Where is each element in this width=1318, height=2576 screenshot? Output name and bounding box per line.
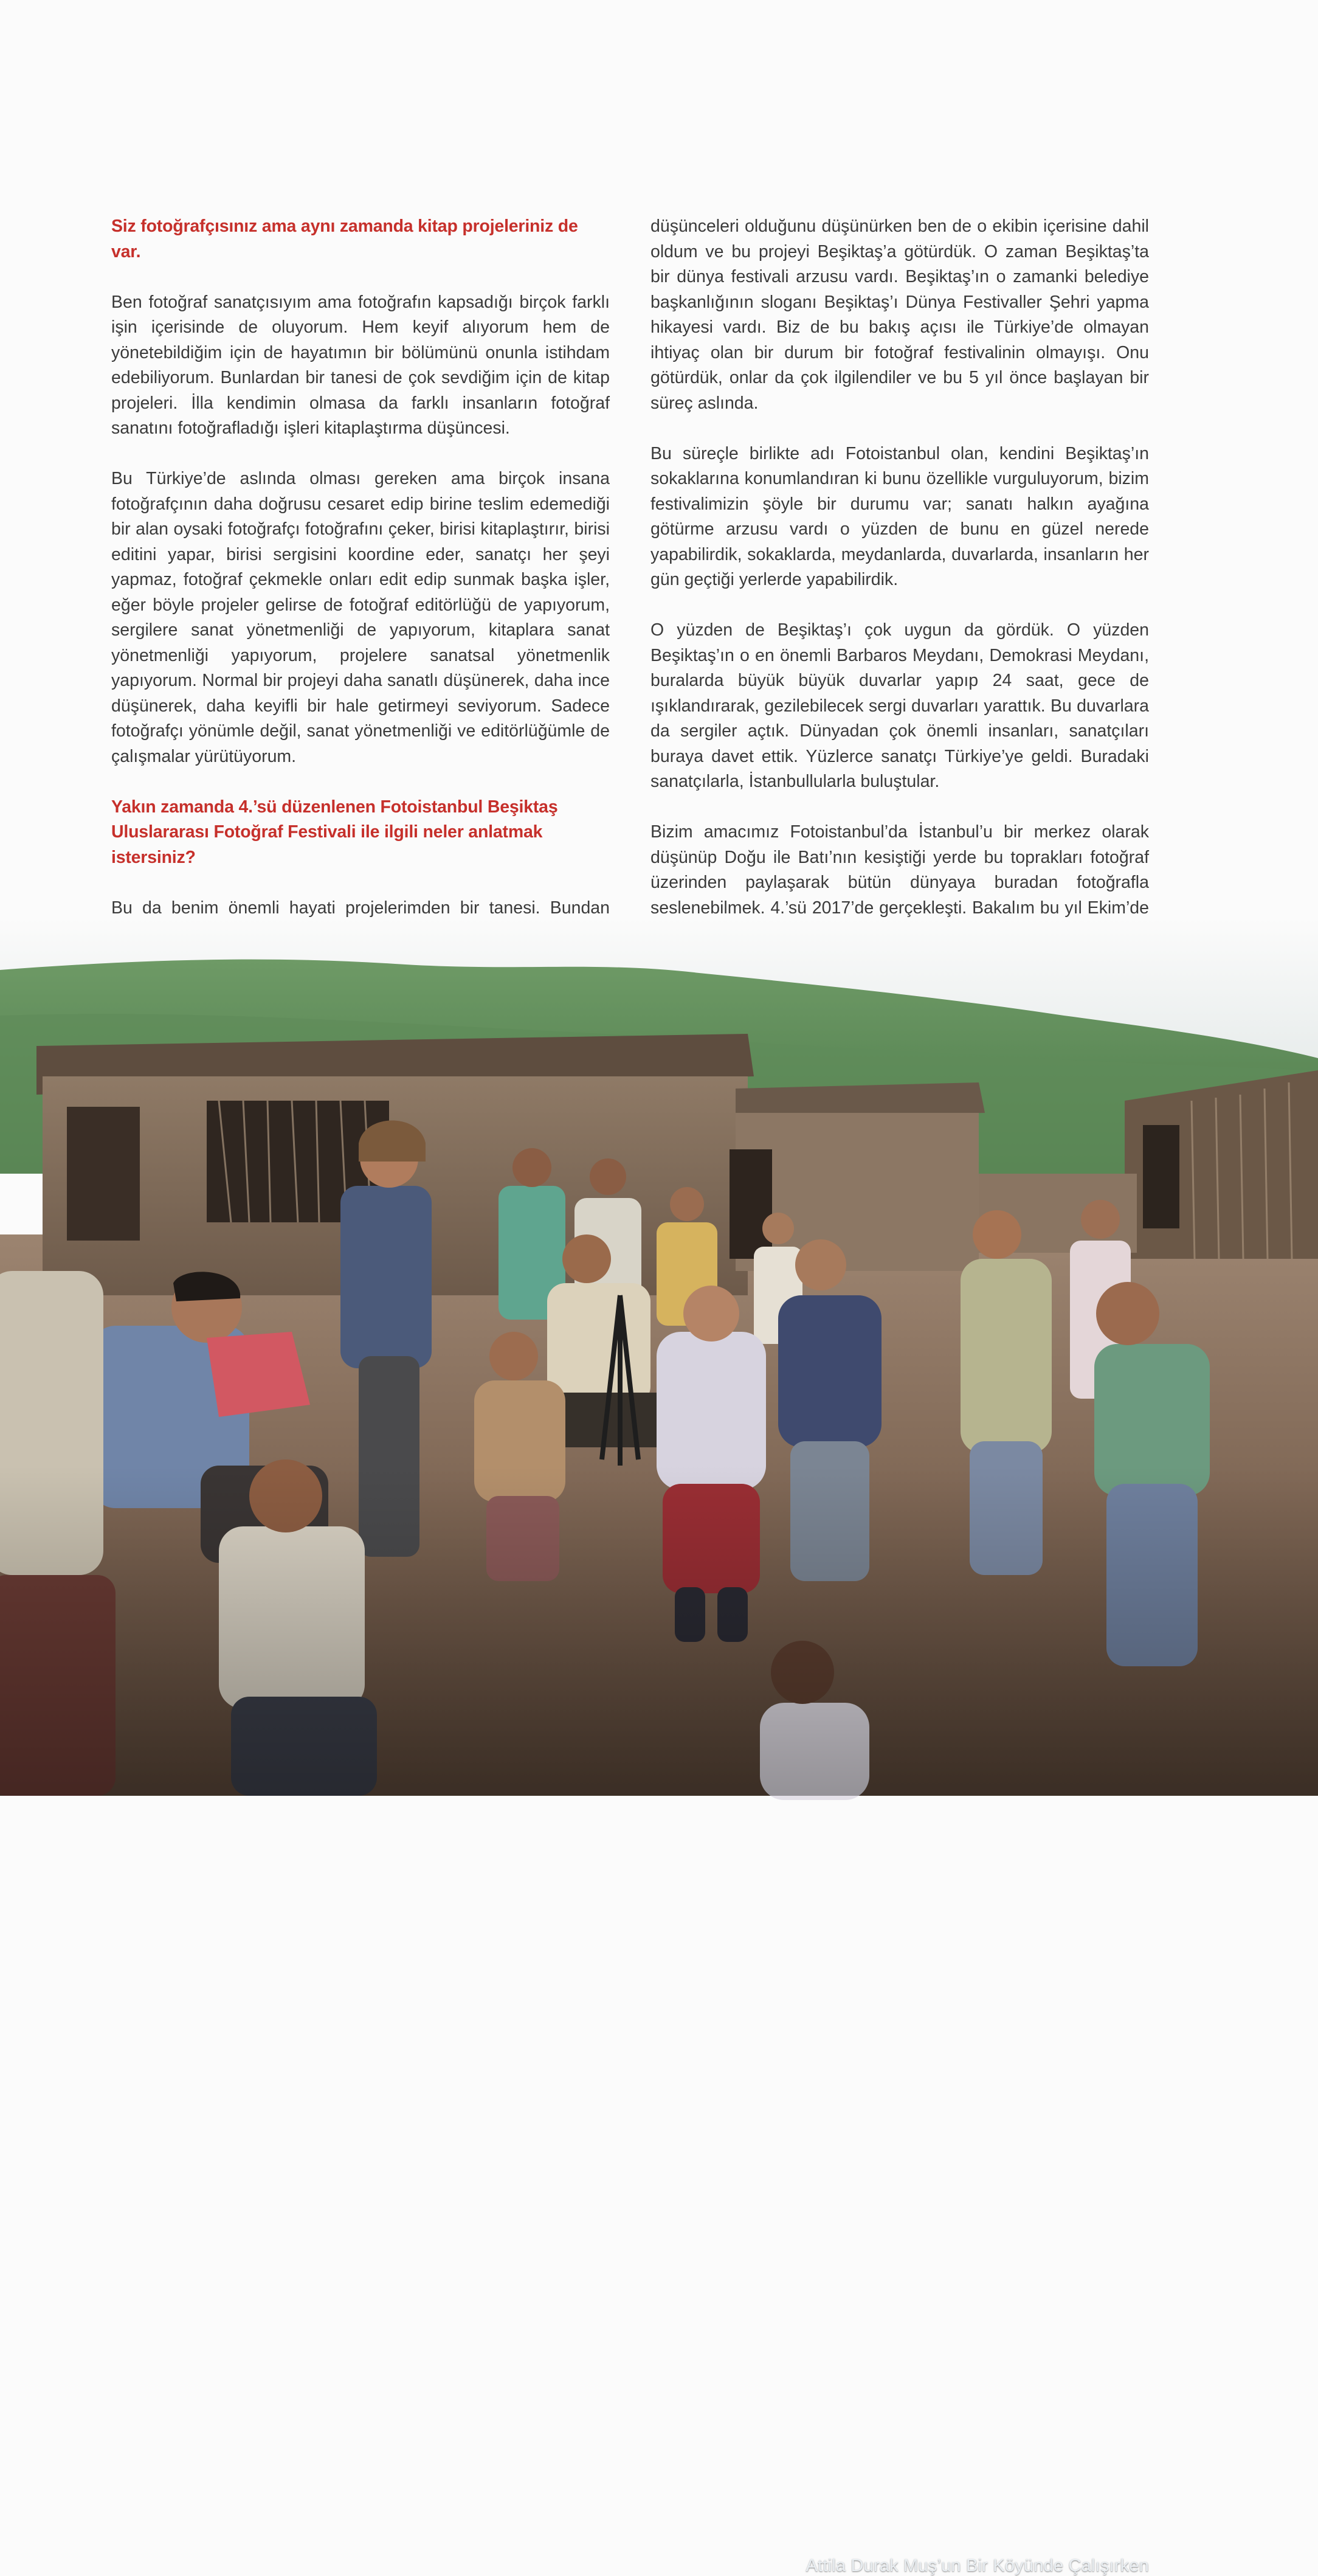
answer-paragraph: Bizim amacımız Fotoistanbul’da İstanbul’u bir merkez olarak düşünüp Doğu ile Batı’nın kesiştiği yerde bu toprakları fotoğraf üzerinden paylaşarak bütün dünyaya buradan fotoğrafla seslenebilmek. 4.’sü 2017’de gerçekleşti. Bakalım bu yıl Ekim’de (650, 822, 1149, 918)
left-text-column (111, 214, 610, 971)
photo-caption: Attila Durak Muş’un Bir Köyünde Çalışırken (806, 2556, 1149, 2575)
answer-paragraph: O yüzden de Beşiktaş’ı çok uygun da gördük. O yüzden Beşiktaş’ın o en önemli Barbaros Meydanı, Demokrasi Meydanı, buralarda büyük büyük duvarlar yapıp 24 saat, gece de ışıklandırarak, gezilebilecek sergi duvarları yarattık. Bu duvarlara da sergiler açtık. Dünyadan çok önemli insanları, sanatçıları buraya davet ettik. Yüzlerce sanatçı Türkiye’ye geldi. Buradaki sanatçılarla, İstanbullularla buluştular. (650, 620, 1149, 791)
right-text-column (650, 214, 1149, 971)
village-scene-illustration (0, 918, 1318, 1796)
answer-paragraph: düşünceleri olduğunu düşünürken ben de o ekibin içerisine dahil oldum ve bu projeyi Beşiktaş’a götürdük. O zaman Beşiktaş’ta bir dünya festivali arzusu vardı. Beşiktaş’ın o zamanki belediye başkanlığının sloganı Beşiktaş’ı Dünya Festivaller Şehri yapma hikayesi vardı. Biz de bu bakış açısı ile Türkiye’de olmayan ihtiyaç olan bir durum bir fotoğraf festivalinin olmayışı. Onu götürdük, onlar da çok ilgilendiler ve bu 5 yıl önce başlayan bir süreç aslında. (650, 216, 1149, 413)
village-photo (0, 918, 1318, 2575)
answer-paragraph: Bu süreçle birlikte adı Fotoistanbul olan, kendini Beşiktaş’ın sokaklarına konumlandıran ki bunu özellikle vurguluyorum, bizim festivalimizin şöyle bir durumu var; sanatı halkın ayağına götürme arzusu vardı o yüzden de bunu en güzel nerede yapabilirdik, sokaklarda, meydanlarda, duvarlarda, insanların her gün geçtiği yerlerde yapabilirdik. (650, 443, 1149, 589)
answer-paragraph: Ben fotoğraf sanatçısıyım ama fotoğrafın kapsadığı birçok farklı işin içerisinde de oluyorum. Hem keyif alıyorum hem de yönetebildiğim için de hayatımın bir bölümünü onunla istihdam edebiliyorum. Bunlardan bir tanesi de çok sevdiğim için de kitap projeleri. İlla kendimin olmasa da farklı insanların fotoğraf sanatını fotoğrafladığı işleri kitaplaştırma düşüncesi. (111, 292, 610, 438)
interview-question-2: Yakın zamanda 4.’sü düzenlenen Fotoistanbul Beşiktaş Uluslararası Fotoğraf Festivali ile ilgili neler anlatmak istersiniz? (111, 797, 558, 867)
answer-paragraph: Bu da benim önemli hayati projelerimden bir tanesi. Bundan (111, 898, 610, 918)
interview-question-1: Siz fotoğrafçısınız ama aynı zamanda kitap projeleriniz de var. (111, 216, 578, 261)
answer-paragraph: Bu Türkiye’de aslında olması gereken ama birçok insana fotoğrafçının daha doğrusu cesaret edip birine teslim edemediği bir alan oysaki fotoğrafçı fotoğrafını çeker, birisi kitaplaştırır, birisi editini yapar, birisi sergisini koordine eder, sanatçı her şeyi yapmaz, fotoğraf çekmekle onları edit edip sunmak başka işler, eğer böyle projeler gelirse de fotoğraf editörlüğü de yapıyorum, sergilere sanat yönetmenliği de yapıyorum, kitaplara sanat yönetmenliği yapıyorum, projelere sanatsal yönetmenlik yapıyorum. Normal bir projeyi daha sanatlı düşünerek, daha ince düşünerek, daha keyifli bir hale getirmeyi seviyorum. Sadece fotoğrafçı yönümle değil, sanat yönetmenliği ve editörlüğümle de çalışmalar yürütüyorum. (111, 469, 610, 766)
